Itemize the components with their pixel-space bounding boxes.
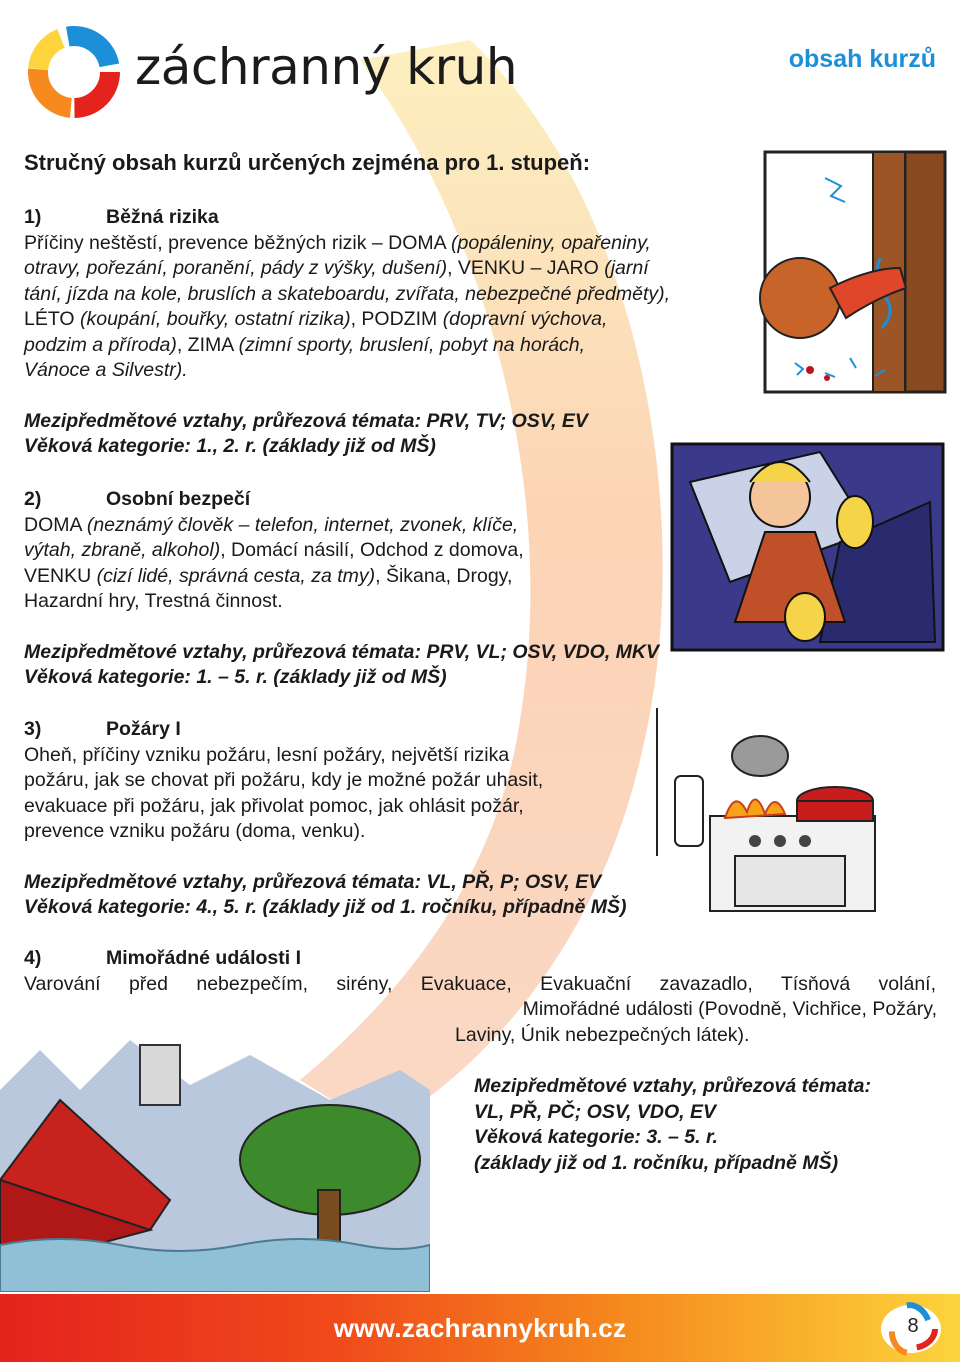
text: , Domácí násilí, Odchod z domova,	[220, 539, 524, 561]
section-3-line: evakuace při požáru, jak přivolat pomoc, jak ohlásit požár,	[24, 794, 524, 817]
text: (neznámý člověk – telefon, internet, zvonek, klíče,	[86, 513, 519, 536]
section-3	[24, 717, 724, 921]
text: , ZIMA	[176, 333, 239, 356]
section-4-heading	[24, 946, 936, 972]
logo-ring-icon	[24, 22, 124, 122]
text: LÉTO	[24, 308, 80, 330]
text: DOMA	[24, 513, 87, 536]
page-number: 8	[907, 1315, 919, 1337]
section-4-line: Varování před nebezpečím, sirény, Evakuace, Evakuační zavazadlo, Tísňová volání,	[24, 972, 936, 995]
car-illustration	[670, 442, 945, 652]
window-fall-illustration	[755, 148, 950, 408]
section-1-age: Věková kategorie: 1., 2. r. (základy již od MŠ)	[24, 435, 436, 457]
section-4-title: Mimořádné události I	[106, 947, 302, 969]
flood-illustration	[0, 1030, 430, 1292]
brand-name: záchranný kruh	[135, 38, 518, 96]
section-2-title: Osobní bezpečí	[106, 488, 251, 510]
section-3-line: požáru, jak se chovat při požáru, kdy je možné požár uhasit,	[24, 769, 544, 791]
text: (popáleniny, opařeniny,	[451, 231, 651, 254]
section-4-meta	[474, 1074, 944, 1176]
section-4-number: 4)	[24, 947, 42, 969]
footer-website-link[interactable]: www.zachrannykruh.cz	[333, 1313, 627, 1343]
section-3-subjects: Mezipředmětové vztahy, průřezová témata: VL, PŘ, P; OSV, EV	[24, 870, 602, 893]
section-3-line: Oheň, příčiny vzniku požáru, lesní požáry, největší rizika	[24, 743, 510, 766]
text: Příčiny neštěstí, prevence běžných rizik – DOMA	[24, 231, 452, 254]
text: (zimní sporty, bruslení, pobyt na horách,	[238, 333, 586, 356]
section-1-line: tání, jízda na kole, bruslích a skateboardu, zvířata, nebezpečné předměty),	[24, 282, 671, 305]
section-3-title: Požáry I	[106, 718, 181, 740]
section-4-note: (základy již od 1. ročníku, případně MŠ)	[474, 1151, 839, 1174]
section-4-subjects: Mezipředmětové vztahy, průřezová témata:	[474, 1075, 871, 1097]
section-3-age: Věková kategorie: 4., 5. r. (základy již od 1. ročníku, případně MŠ)	[24, 896, 627, 918]
text: otravy, pořezání, poranění, pády z výšky, dušení)	[24, 257, 448, 279]
section-2-line: Hazardní hry, Trestná činnost.	[24, 590, 283, 612]
section-1-line	[24, 256, 774, 282]
section-title: obsah kurzů	[788, 45, 936, 73]
section-1-subjects: Mezipředmětové vztahy, průřezová témata: PRV, TV; OSV, EV	[24, 409, 588, 432]
section-1-heading	[24, 205, 774, 231]
text: (cizí lidé, správná cesta, za tmy)	[96, 564, 376, 587]
section-1-number: 1)	[24, 206, 42, 228]
section-4-continued	[455, 997, 937, 1048]
text: , VENKU – JARO	[447, 257, 605, 279]
section-3-heading	[24, 717, 724, 743]
text: podzim a příroda)	[24, 333, 177, 356]
section-3-line: prevence vzniku požáru (doma, venku).	[24, 820, 366, 842]
text: (jarní	[604, 257, 649, 279]
section-4-line: Mimořádné události (Povodně, Vichřice, Požáry,	[522, 998, 937, 1020]
section-1-line: Vánoce a Silvestr).	[24, 359, 188, 381]
text: VENKU	[24, 564, 97, 587]
stove-fire-illustration	[655, 706, 880, 916]
section-4-line: Laviny, Únik nebezpečných látek).	[455, 1023, 750, 1046]
text: , PODZIM	[350, 308, 443, 330]
section-1-line	[24, 231, 774, 257]
text: (dopravní výchova,	[442, 308, 608, 330]
section-1-line	[24, 333, 774, 359]
section-3-number: 3)	[24, 718, 42, 740]
text: (koupání, bouřky, ostatní rizika)	[80, 308, 351, 330]
text: , Šikana, Drogy,	[375, 564, 513, 587]
section-1	[24, 205, 774, 460]
text: výtah, zbraně, alkohol)	[24, 539, 221, 561]
section-1-title: Běžná rizika	[106, 206, 219, 228]
section-2-number: 2)	[24, 488, 42, 510]
section-4	[24, 946, 936, 997]
section-1-line	[24, 307, 774, 333]
section-2-age: Věková kategorie: 1. – 5. r. (základy již od MŠ)	[24, 666, 447, 688]
section-4-age: Věková kategorie: 3. – 5. r.	[474, 1126, 718, 1148]
section-2-subjects: Mezipředmětové vztahy, průřezová témata: PRV, VL; OSV, VDO, MKV	[24, 640, 660, 663]
section-4-subjects-list: VL, PŘ, PČ; OSV, VDO, EV	[474, 1100, 717, 1123]
intro-heading: Stručný obsah kurzů určených zejména pro 1. stupeň:	[24, 150, 591, 175]
